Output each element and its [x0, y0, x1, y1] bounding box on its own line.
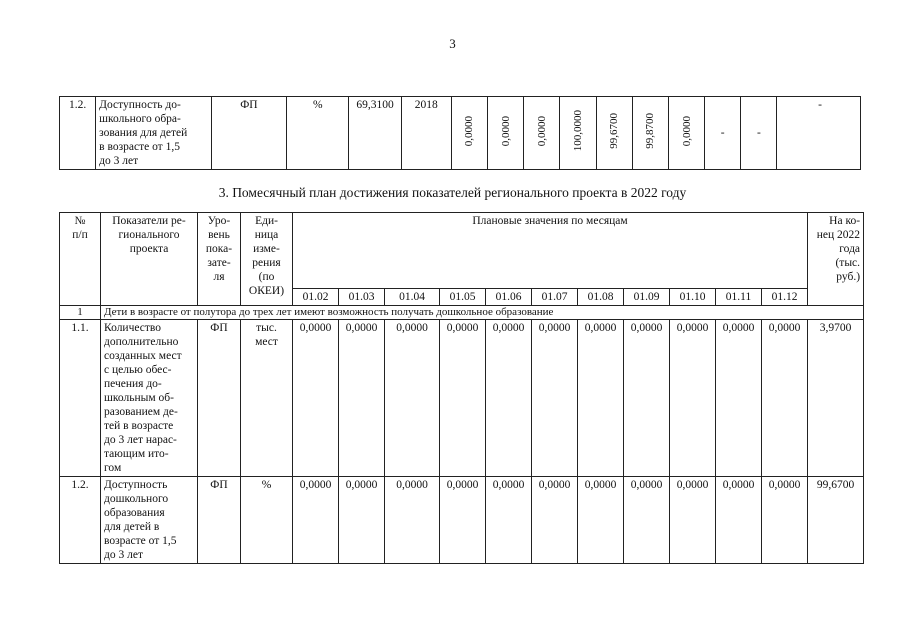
- top-name-line: зования для детей: [99, 127, 188, 139]
- vertical-value: 0,0000: [535, 115, 548, 147]
- top-row-mark-2: [741, 97, 777, 170]
- table-row: [60, 477, 864, 564]
- header-level: [198, 213, 241, 306]
- header-end-line: нец 2022: [816, 229, 861, 241]
- top-row-value-4: [560, 97, 596, 170]
- row-value: 0,0000: [762, 477, 808, 564]
- header-name-line: проекта: [129, 243, 169, 255]
- row-name-line: школьным об-: [104, 392, 174, 404]
- row-value: 0,0000: [670, 320, 716, 477]
- row-value: 0,0000: [385, 320, 440, 477]
- top-row-value-3: [524, 97, 560, 170]
- row-value: 0,0000: [578, 320, 624, 477]
- row-value: 0,0000: [716, 320, 762, 477]
- row-name-line: разованием де-: [104, 406, 178, 418]
- row-end-value: 99,6700: [808, 477, 864, 564]
- row-level: ФП: [198, 320, 241, 477]
- section-title: 3. Помесячный план достижения показателей регионального проекта в 2022 году: [218, 185, 687, 200]
- month-header: 01.05: [440, 289, 486, 306]
- header-unit: [241, 213, 293, 306]
- header-unit-line: Еди-: [255, 215, 278, 227]
- row-value: 0,0000: [716, 477, 762, 564]
- header-level-line: вень: [208, 229, 230, 241]
- header-planned: Плановые значения по месяцам: [293, 213, 808, 289]
- row-num: 1.1.: [60, 320, 101, 477]
- dash-mark: -: [756, 127, 761, 139]
- month-header: 01.09: [624, 289, 670, 306]
- top-row-last: -: [777, 97, 861, 170]
- vertical-value: 99,8700: [644, 113, 657, 149]
- month-header: 01.03: [339, 289, 385, 306]
- header-name-line: Показатели ре-: [112, 215, 186, 227]
- header-end: [808, 213, 864, 306]
- row-name-line: образования: [104, 507, 165, 519]
- month-header: 01.11: [716, 289, 762, 306]
- monthly-plan-table: [59, 212, 864, 564]
- group-row-num: 1: [60, 306, 101, 320]
- top-row-unit: %: [287, 97, 349, 170]
- header-unit-line: (по: [258, 271, 275, 283]
- top-row-base-year: 2018: [401, 97, 451, 170]
- row-value: 0,0000: [440, 320, 486, 477]
- row-value: 0,0000: [578, 477, 624, 564]
- row-value: 0,0000: [486, 320, 532, 477]
- top-row-level: ФП: [211, 97, 286, 170]
- row-name-line: до 3 лет: [104, 549, 143, 561]
- row-name-line: с целью обес-: [104, 364, 172, 376]
- row-level: ФП: [198, 477, 241, 564]
- top-name-line: в возрасте от 1,5: [99, 141, 180, 153]
- header-level-line: Уро-: [207, 215, 231, 227]
- row-value: 0,0000: [486, 477, 532, 564]
- row-name-line: до 3 лет нарас-: [104, 434, 177, 446]
- vertical-value: 100,0000: [572, 110, 584, 152]
- row-value: 0,0000: [532, 320, 578, 477]
- row-value: 0,0000: [624, 320, 670, 477]
- row-name-line: Количество: [104, 322, 161, 334]
- row-unit-line: тыс.: [256, 322, 277, 334]
- row-name-line: для детей в: [104, 521, 160, 533]
- month-header: 01.07: [532, 289, 578, 306]
- top-continuation-table: [59, 96, 861, 170]
- top-row-value-2: [488, 97, 524, 170]
- top-row: [60, 97, 861, 170]
- row-name: [101, 477, 198, 564]
- top-name-line: Доступность до-: [99, 99, 181, 111]
- row-name-line: печения до-: [104, 378, 162, 390]
- header-name-line: гионального: [118, 229, 180, 241]
- top-row-mark-1: [705, 97, 741, 170]
- top-row-value-1: [451, 97, 487, 170]
- header-unit-line: ница: [254, 229, 279, 241]
- month-header: 01.08: [578, 289, 624, 306]
- row-name-line: дополнительно: [104, 336, 179, 348]
- row-name-line: Доступность: [104, 479, 168, 491]
- header-unit-line: изме-: [253, 243, 280, 255]
- header-end-line: года: [839, 243, 861, 255]
- row-unit-line: мест: [255, 336, 278, 348]
- vertical-value: 0,0000: [680, 115, 693, 147]
- dash-mark: -: [720, 127, 725, 139]
- vertical-value: 0,0000: [463, 115, 476, 147]
- row-value: 0,0000: [339, 477, 385, 564]
- row-name-line: тающим ито-: [104, 448, 169, 460]
- row-value: 0,0000: [670, 477, 716, 564]
- month-header: 01.02: [293, 289, 339, 306]
- header-end-line: (тыс.: [835, 257, 861, 269]
- row-value: 0,0000: [440, 477, 486, 564]
- top-row-value-7: [668, 97, 704, 170]
- header-num-line: п/п: [72, 229, 88, 241]
- vertical-value: 99,6700: [608, 113, 621, 149]
- row-name: [101, 320, 198, 477]
- row-value: 0,0000: [385, 477, 440, 564]
- header-level-line: зате-: [207, 257, 231, 269]
- row-value: 0,0000: [532, 477, 578, 564]
- month-header: 01.12: [762, 289, 808, 306]
- header-unit-line: ОКЕИ): [248, 285, 285, 297]
- row-value: 0,0000: [293, 477, 339, 564]
- top-row-value-5: [596, 97, 632, 170]
- header-end-line: руб.): [836, 271, 861, 283]
- row-unit: [241, 320, 293, 477]
- header-unit-line: рения: [252, 257, 281, 269]
- row-value: 0,0000: [624, 477, 670, 564]
- row-num: 1.2.: [60, 477, 101, 564]
- row-name-line: возрасте от 1,5: [104, 535, 177, 547]
- header-row-1: [60, 213, 864, 289]
- top-row-value-6: [632, 97, 668, 170]
- row-value: 0,0000: [293, 320, 339, 477]
- row-end-value: 3,9700: [808, 320, 864, 477]
- row-unit-line: %: [261, 479, 272, 491]
- header-num-line: №: [74, 215, 86, 227]
- row-name-line: гом: [104, 462, 122, 474]
- row-name-line: созданных мест: [104, 350, 182, 362]
- row-name-line: дошкольного: [104, 493, 169, 505]
- header-name: [101, 213, 198, 306]
- header-end-line: На ко-: [829, 215, 861, 227]
- month-header: 01.06: [486, 289, 532, 306]
- row-unit: [241, 477, 293, 564]
- row-name-line: тей в возрасте: [104, 420, 174, 432]
- header-level-line: ля: [213, 271, 225, 283]
- month-header: 01.04: [385, 289, 440, 306]
- page-number: 3: [449, 36, 456, 51]
- month-header: 01.10: [670, 289, 716, 306]
- row-value: 0,0000: [339, 320, 385, 477]
- top-name-line: школьного обра-: [99, 113, 181, 125]
- header-num: [60, 213, 101, 306]
- header-level-line: пока-: [205, 243, 233, 255]
- top-row-num: 1.2.: [60, 97, 96, 170]
- group-row: [60, 306, 864, 320]
- top-row-name: [96, 97, 212, 170]
- group-row-text: Дети в возрасте от полутора до трех лет имеют возможность получать дошкольное образование: [101, 306, 864, 320]
- row-value: 0,0000: [762, 320, 808, 477]
- vertical-value: 0,0000: [499, 115, 512, 147]
- table-row: [60, 320, 864, 477]
- top-row-base-value: 69,3100: [349, 97, 401, 170]
- top-name-line: до 3 лет: [99, 155, 139, 167]
